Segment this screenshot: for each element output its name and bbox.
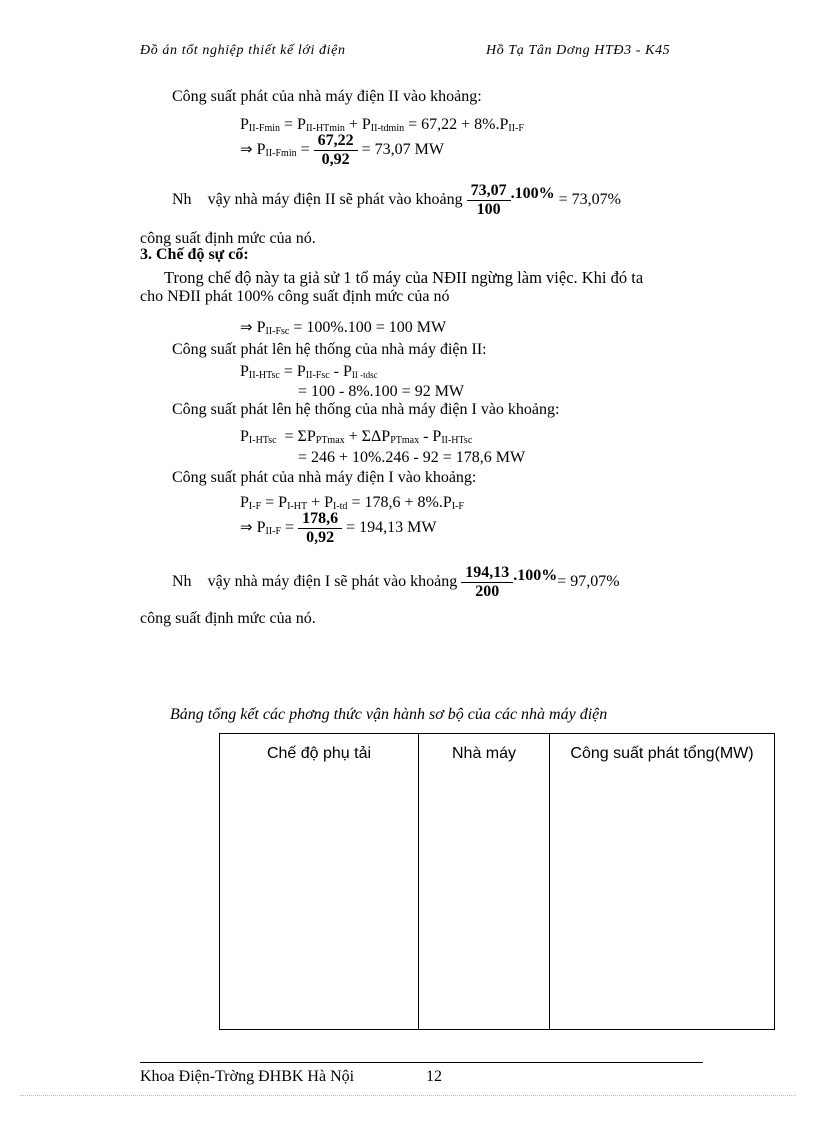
paragraph-2-line-1: Trong chế độ này ta giả sử 1 tổ máy của NĐII ngừng làm việc. Khi đó ta — [164, 268, 644, 287]
equation-7: ⇒ $P_{II-F}$ = $\frac{178,6}{0,92}$ = 194,13 MW — [240, 510, 437, 546]
text-line-4: Công suất phát của nhà máy điện I vào khoảng: — [172, 469, 477, 486]
page-number: 12 — [426, 1068, 442, 1085]
equation-3: ⇒ $P_{II-Fsc} = 100\%.100 = 100$ MW — [240, 318, 447, 337]
equation-5: $P_{I-HTsc} = \Sigma P_{PTmax} + \Sigma\Delta P_{PTmax} - P_{II-HTsc}$ = 246 + 10%.246 - 92 = 178,6 MW — [240, 428, 526, 466]
text-line-3: Công suất phát lên hệ thống của nhà máy điện I vào khoảng: — [172, 401, 560, 418]
footer-left: Khoa Điện-Trờng ĐHBK Hà Nội — [140, 1068, 355, 1085]
table-caption: Bảng tổng kết các phơng thức vận hành sơ bộ của các nhà máy điện — [170, 706, 608, 723]
fraction-2: $\frac{67,22}{0,92}$ — [314, 132, 358, 169]
equation-6: $P_{I-F} = P_{I-HT} + P_{I-td} = 178,6 + 8\%.P_{I-F}$ — [240, 494, 464, 512]
equation-2: ⇒ $P_{II-Fmin}$ = $\frac{67,22}{0,92}$ = 73,07 MW — [240, 132, 444, 168]
paragraph-3-cont: công suất định mức của nó. — [140, 610, 316, 627]
footer-rule — [140, 1062, 703, 1063]
col-header-plant: Nhà máy — [419, 734, 550, 1030]
col-header-total-power: Công suất phát tổng(MW) — [550, 734, 775, 1030]
section-title: 3. Chế độ sự cố: — [140, 246, 249, 263]
text-line-2: Công suất phát lên hệ thống của nhà máy điện II: — [172, 341, 487, 358]
header-right: Hồ Tạ Tân Dơng HTĐ3 - K45 — [486, 43, 671, 58]
header-left: Đồ án tốt nghiệp thiết kế lới điện — [140, 43, 346, 58]
paragraph-2-line-2: cho NĐII phát 100% công suất định mức của nó — [140, 288, 450, 305]
equation-4: $P_{II-HTsc} = P_{II-Fsc}$ - PII -tdsc = 100 - 8%.100 = 92 MW — [240, 363, 465, 400]
fraction-para3: $\frac{194,13}{200}$ — [461, 564, 513, 601]
text-line-1: Công suất phát của nhà máy điện II vào khoảng: — [172, 88, 482, 105]
bottom-dotted-rule — [20, 1095, 796, 1096]
paragraph-1: Nh vậy nhà máy điện II sẽ phát vào khoảng $\frac{73,07}{100}$ .100% = 73,07% — [172, 182, 621, 218]
col-header-load-mode: Chế độ phụ tải — [220, 734, 419, 1030]
fraction-7: $\frac{178,6}{0,92}$ — [298, 510, 342, 547]
summary-table — [219, 733, 775, 1030]
paragraph-3: Nh vậy nhà máy điện I sẽ phát vào khoảng $\frac{194,13}{200}$ .100%= 97,07% — [172, 564, 620, 600]
equation-1: $P_{II-Fmin} = P_{II-HTmin} + P_{II-tdmin} = 67,22 + 8\%.P_{II-F}$ — [240, 116, 524, 134]
table-header-row — [220, 734, 775, 1030]
fraction-para1: $\frac{73,07}{100}$ — [467, 182, 511, 219]
paragraph-1-cont: công suất định mức của nó. — [140, 230, 316, 247]
